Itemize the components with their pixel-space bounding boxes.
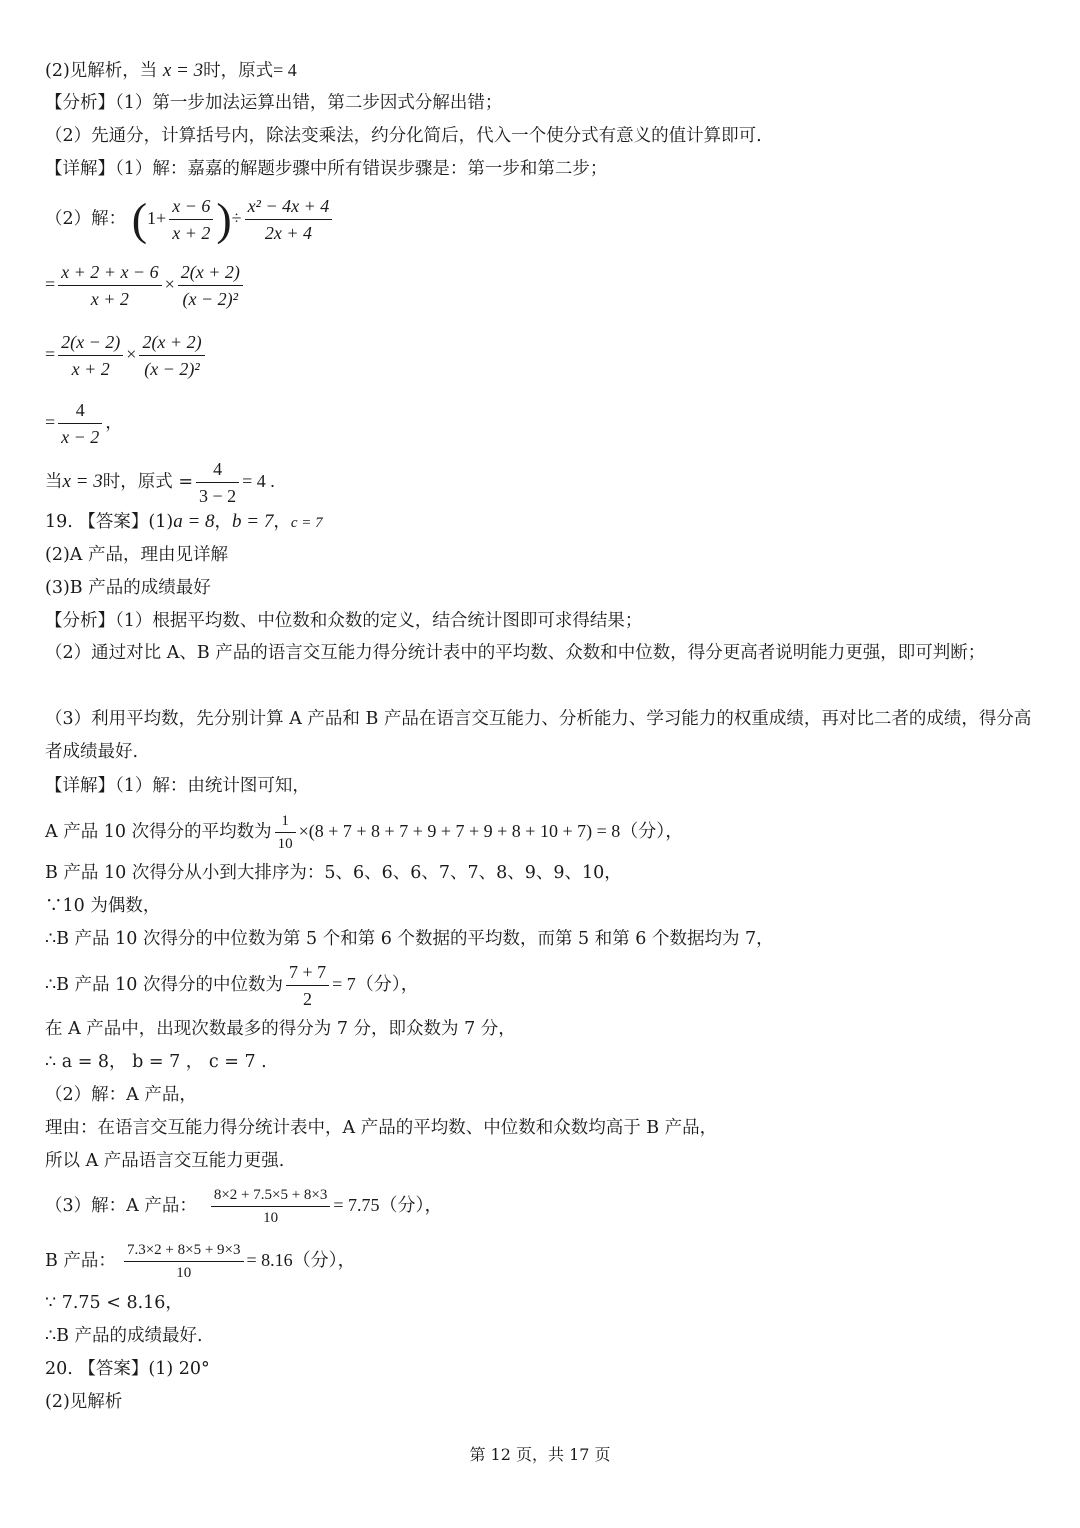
equation-3: = $\frac{2(x - 2)}{x + 2}$ × $\frac{2(x + 2)}{\text{(x − 2)²}}$ — [45, 326, 208, 383]
fraction: $\frac{2(x + 2)}{\text{(x − 2)²}}$ — [139, 329, 204, 382]
fraction: $\frac{8\times 2 + 7.5\times 5 + 8\times 3}{10}$ — [211, 1184, 331, 1229]
fraction: $\frac{1}{10}$ — [275, 810, 296, 855]
fraction: $\frac{\text{x² − 4x + 4}}{2x + 4}$ — [245, 193, 333, 246]
fraction: $\frac{7 + 7}{2}$ — [286, 959, 329, 1012]
equation-5: 当x = 3时，原式 = $\frac{4}{3 - 2}$ = 4 . — [45, 453, 275, 510]
question-20-answer: 20. 【答案】(1) 20° — [45, 1359, 210, 1379]
question-19-answer: 19. 【答案】(1)a = 8，b = 7，c = 7 — [45, 511, 323, 532]
q19-detail-compare: ∵ 7.75 < 8.16， — [45, 1293, 183, 1313]
q19-detail-sorted: B 产品 10 次得分从小到大排序为：5、6、6、6、7、7、8、9、9、10， — [45, 863, 622, 883]
fraction: $\frac{2(x - 2)}{x + 2}$ — [58, 329, 123, 382]
q19-detail-conclusion: 所以 A 产品语言交互能力更强. — [45, 1151, 285, 1171]
q19-detail-even: ∵10 为偶数， — [45, 896, 161, 916]
analysis-1: 【分析】（1）第一步加法运算出错，第二步因式分解出错； — [45, 93, 503, 113]
q19-analysis-3: （3）利用平均数，先分别计算 A 产品和 B 产品在语言交互能力、分析能力、学习能力的权重成绩，再对比二者的成绩，得分高者成绩最好. — [45, 709, 1032, 762]
equation-4: = $\frac{4}{x - 2}$ ， — [45, 394, 123, 451]
q19-analysis-2: （2）通过对比 A、B 产品的语言交互能力得分统计表中的平均数、众数和中位数，得分更高者说明能力更强，即可判断； — [45, 643, 986, 663]
equation-1: （2）解： (1+ $\frac{x - 6}{x + 2}$ )÷ $\frac{\text{x² − 4x + 4}}{2x + 4}$ — [45, 190, 335, 247]
q19-analysis-1: 【分析】（1）根据平均数、中位数和众数的定义，结合统计图即可求得结果； — [45, 611, 643, 631]
analysis-2: （2）先通分，计算括号内，除法变乘法，约分化简后，代入一个使分式有意义的值计算即可. — [45, 126, 762, 146]
fraction: $\frac{4}{x - 2}$ — [58, 397, 102, 450]
q19-detail-reason: 理由：在语言交互能力得分统计表中，A 产品的平均数、中位数和众数均高于 B 产品， — [45, 1118, 718, 1138]
q19-detail-a-score: （3）解：A 产品： $\frac{8\times 2 + 7.5\times 5 + 8\times 3}{10}$ = 7.75（分）， — [45, 1177, 443, 1234]
detail-1: 【详解】（1）解：嘉嘉的解题步骤中所有错误步骤是：第一步和第二步； — [45, 159, 608, 179]
q19-detail-median-desc: ∴B 产品 10 次得分的中位数为第 5 个和第 6 个数据的平均数，而第 5 和第 6 个数据均为 7， — [45, 929, 774, 949]
answer-part2: (2)见解析，当 x = 3时，原式= 4 — [45, 60, 297, 81]
fraction: $\frac{x + 2 + x - 6}{x + 2}$ — [58, 259, 161, 312]
q19-detail-mode: 在 A 产品中，出现次数最多的得分为 7 分，即众数为 7 分， — [45, 1019, 516, 1039]
q19-detail-1: 【详解】（1）解：由统计图可知， — [45, 776, 310, 796]
fraction: $\frac{2(x + 2)}{\text{(x − 2)²}}$ — [178, 259, 243, 312]
fraction: $\frac{7.3\times 2 + 8\times 5 + 9\times 3}{10}$ — [124, 1239, 244, 1284]
question-20-part2: (2)见解析 — [45, 1392, 123, 1412]
q19-detail-b-score: B 产品： $\frac{7.3\times 2 + 8\times 5 + 9\times 3}{10}$ = 8.16（分）， — [45, 1232, 356, 1289]
fraction: $\frac{4}{3 - 2}$ — [196, 456, 239, 509]
q19-detail-mean: A 产品 10 次得分的平均数为 $\frac{1}{10}$ ×(8 + 7 + 8 + 7 + 9 + 7 + 9 + 8 + 10 + 7) = 8（分）， — [45, 803, 683, 860]
equation-2: = $\frac{x + 2 + x - 6}{x + 2}$ × $\frac{2(x + 2)}{\text{(x − 2)²}}$ — [45, 256, 246, 313]
q19-detail-median: ∴B 产品 10 次得分的中位数为 $\frac{7 + 7}{2}$ = 7（分）， — [45, 956, 419, 1013]
question-19-part3: (3)B 产品的成绩最好 — [45, 578, 211, 598]
fraction: $\frac{x - 6}{x + 2}$ — [169, 193, 213, 246]
q19-detail-final: ∴B 产品的成绩最好. — [45, 1326, 203, 1346]
q19-detail-part2: （2）解：A 产品， — [45, 1085, 197, 1105]
q19-detail-result: ∴ a = 8， b = 7 ， c = 7 . — [45, 1052, 267, 1072]
question-19-part2: (2)A 产品，理由见详解 — [45, 545, 228, 565]
page-footer: 第 12 页，共 17 页 — [469, 1445, 611, 1464]
